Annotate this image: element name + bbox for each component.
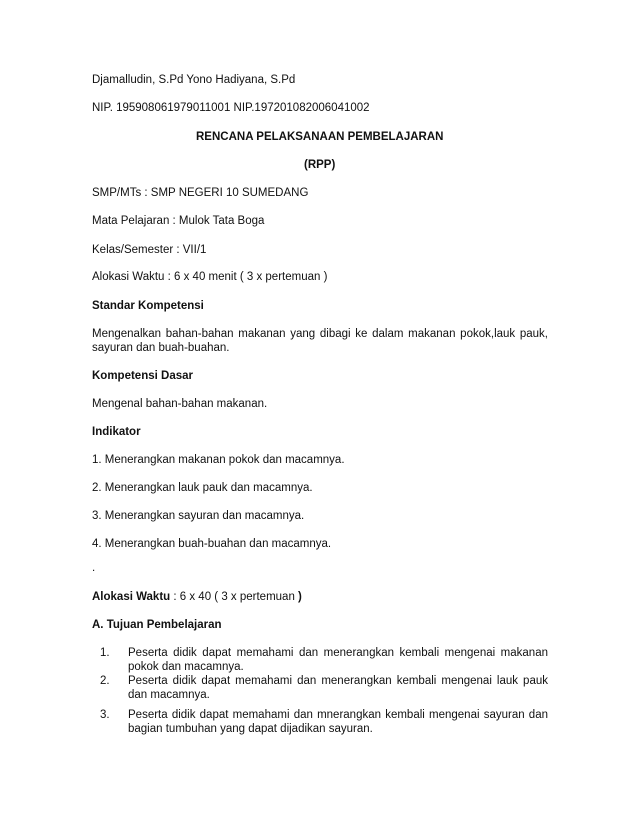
nip-line: NIP. 195908061979011001 NIP.197201082006041002 [92,102,370,114]
basic-heading: Kompetensi Dasar [92,370,193,382]
allocation-value: : 6 x 40 ( 3 x pertemuan [170,591,299,603]
signatories-line: Djamalludin, S.Pd Yono Hadiyana, S.Pd [92,74,296,86]
objective-number: 1. [100,647,110,659]
allocation-close: ) [298,591,302,603]
document-title: RENCANA PELAKSANAAN PEMBELAJARAN [196,131,444,143]
objective-number: 2. [100,675,110,687]
objective-number: 3. [100,709,110,721]
separator-dot: . [92,562,96,574]
standard-heading: Standar Kompetensi [92,300,204,312]
allocation-line [92,590,302,604]
allocation-label: Alokasi Waktu [92,591,171,603]
school-line: SMP/MTs : SMP NEGERI 10 SUMEDANG [92,187,309,199]
indicator-heading: Indikator [92,426,141,438]
time-line: Alokasi Waktu : 6 x 40 menit ( 3 x pertemuan ) [92,271,328,283]
subject-line: Mata Pelajaran : Mulok Tata Boga [92,215,265,227]
objective-text: Peserta didik dapat memahami dan menerangkan kembali mengenai makanan pokok dan macamnya. [128,647,548,673]
indicator-item: 4. Menerangkan buah-buahan dan macamnya. [92,538,332,550]
objective-text: Peserta didik dapat memahami dan menerangkan kembali mengenai lauk pauk dan macamnya. [128,675,548,701]
indicator-item: 2. Menerangkan lauk pauk dan macamnya. [92,482,313,494]
document-page [92,0,548,826]
class-line: Kelas/Semester : VII/1 [92,244,207,256]
standard-text: Mengenalkan bahan-bahan makanan yang dibagi ke dalam makanan pokok,lauk pauk, sayuran dan buah-buahan. [92,328,548,354]
indicator-item: 3. Menerangkan sayuran dan macamnya. [92,510,305,522]
objective-text: Peserta didik dapat memahami dan mnerangkan kembali mengenai sayuran dan bagian tumbuhan yang dapat dijadikan sayuran. [128,709,548,735]
basic-text: Mengenal bahan-bahan makanan. [92,398,268,410]
objectives-heading: A. Tujuan Pembelajaran [92,619,222,631]
indicator-item: 1. Menerangkan makanan pokok dan macamnya. [92,454,345,466]
document-subtitle: (RPP) [304,159,336,171]
